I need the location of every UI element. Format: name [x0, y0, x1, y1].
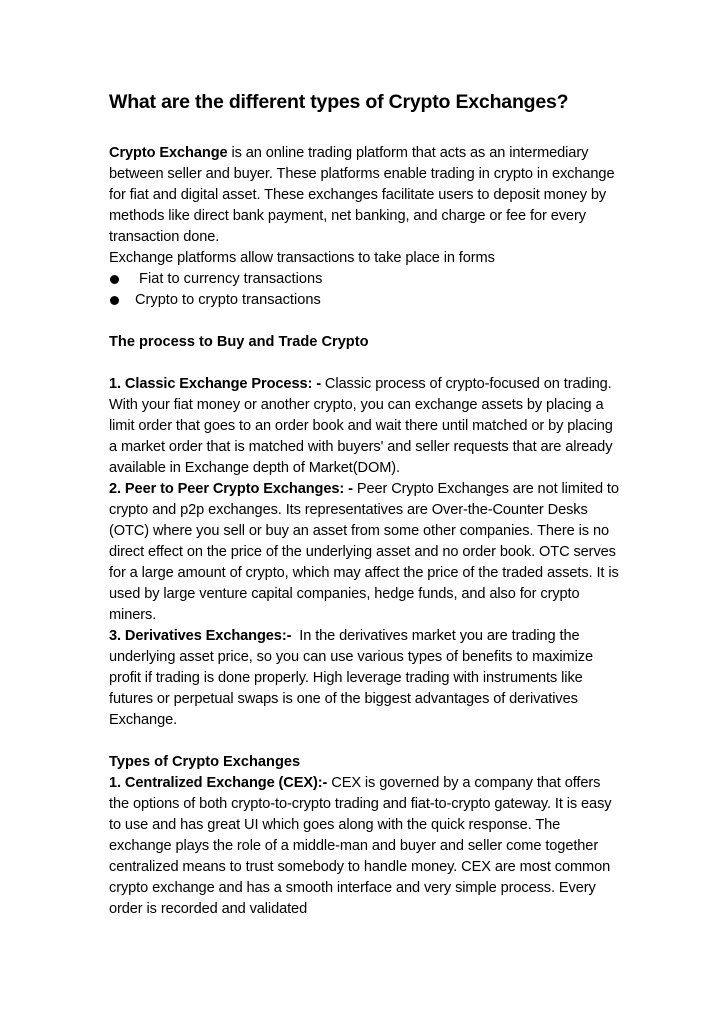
process-item-text: Classic process of crypto-focused on trading. With your fiat money or another crypto, you can exchange assets by placing a limit order that goes to an order book and wait there until matched or by placing a market order that is matched with buyers' and seller requests that are already available in Exchange depth of Market(DOM). — [109, 376, 613, 476]
process-item-label: 3. Derivatives Exchanges:- — [109, 628, 296, 644]
list-item-text: Crypto to crypto transactions — [135, 292, 321, 308]
spacer — [109, 731, 621, 752]
page-title: What are the different types of Crypto Exchanges? — [109, 91, 569, 113]
process-item-label: 2. Peer to Peer Crypto Exchanges: - — [109, 481, 357, 497]
types-item-label: 1. Centralized Exchange (CEX):- — [109, 775, 332, 791]
process-item-label: 1. Classic Exchange Process: - — [109, 376, 325, 392]
list-item-text: Fiat to currency transactions — [135, 271, 323, 287]
intro-term: Crypto Exchange — [109, 145, 228, 161]
forms-line: Exchange platforms allow transactions to take place in forms — [109, 250, 495, 266]
process-item-text: In the derivatives market you are trading the underlying asset price, so you can use various types of benefits to maximize profit if trading is done properly. High leverage trading with instruments like futures or perpetual swaps is one of the biggest advantages of derivatives Exchange. — [109, 628, 593, 728]
list-item — [109, 269, 621, 290]
process-item-text: Peer Crypto Exchanges are not limited to crypto and p2p exchanges. Its representatives are Over-the-Counter Desks (OTC) where you sell or buy an asset from some other companies. There is no direct effect on the price of the underlying asset and no order book. OTC serves for a large amount of crypto, which may affect the price of the traded assets. It is used by large venture capital companies, hedge funds, and also for crypto miners. — [109, 481, 619, 623]
transaction-forms-list — [109, 269, 621, 311]
document-page — [109, 88, 621, 920]
types-item-text: CEX is governed by a company that offers the options of both crypto-to-crypto trading and fiat-to-crypto gateway. It is easy to use and has great UI which goes along with the quick response. The exchange plays the role of a middle-man and buyer and seller come together centralized means to trust somebody to handle money. CEX are most common crypto exchange and has a smooth interface and very simple process. Every order is recorded and validated — [109, 775, 612, 917]
process-heading: The process to Buy and Trade Crypto — [109, 334, 369, 350]
process-item-classic — [109, 374, 621, 479]
types-item-cex — [109, 773, 621, 920]
bullet-icon — [110, 296, 119, 305]
process-item-derivatives — [109, 626, 621, 731]
process-item-p2p — [109, 479, 621, 626]
spacer — [109, 311, 621, 332]
spacer — [109, 353, 621, 374]
list-item — [109, 290, 621, 311]
types-heading: Types of Crypto Exchanges — [109, 754, 301, 770]
intro-paragraph — [109, 143, 621, 248]
bullet-icon — [110, 275, 119, 284]
intro-text: is an online trading platform that acts as an intermediary between seller and buyer. These platforms enable trading in crypto in exchange for fiat and digital asset. These exchanges facilitate users to deposit money by methods like direct bank payment, net banking, and charge or fee for every transaction done. — [109, 145, 615, 245]
